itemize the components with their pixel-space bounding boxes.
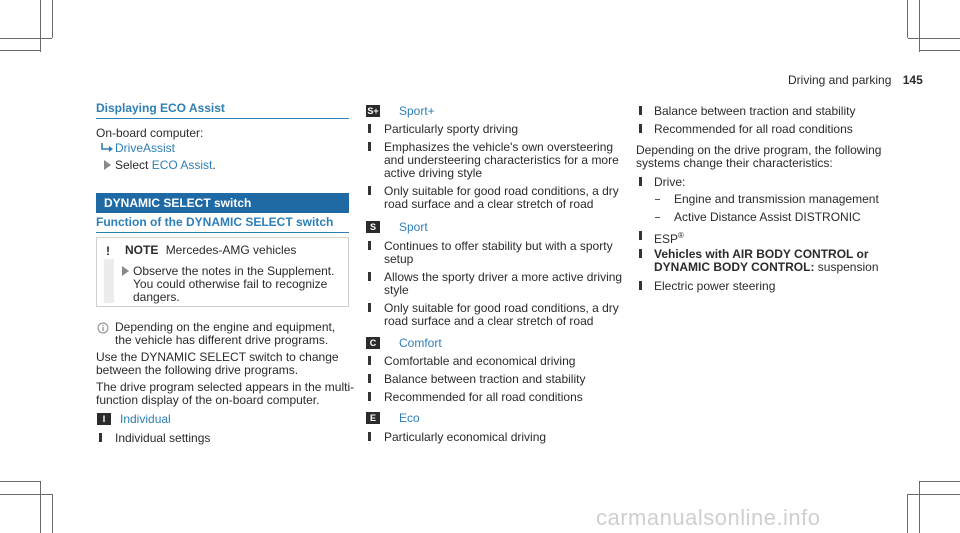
paragraph-line: Use the DYNAMIC SELECT switch to change bbox=[96, 350, 339, 364]
esp-text: ESP bbox=[654, 232, 679, 246]
sub-item: Active Distance Assist DISTRONIC bbox=[674, 210, 861, 224]
list-item-cont: road surface and a clear stretch of road bbox=[384, 314, 594, 328]
list-item: Recommended for all road conditions bbox=[654, 122, 853, 136]
note-line: You could otherwise fail to recognize bbox=[133, 277, 328, 291]
subheading: Function of the DYNAMIC SELECT switch bbox=[96, 215, 334, 229]
eco-assist-link[interactable]: ECO Assist bbox=[151, 158, 213, 172]
info-icon bbox=[97, 321, 109, 333]
crop-mark bbox=[908, 38, 960, 39]
bullet bbox=[99, 433, 102, 442]
heading-rule bbox=[96, 118, 349, 119]
bullet bbox=[639, 231, 642, 240]
paragraph-line: Depending on the drive program, the following bbox=[636, 143, 882, 157]
onboard-label: On-board computer: bbox=[96, 126, 204, 140]
crop-mark bbox=[0, 481, 40, 482]
path-arrow-icon bbox=[100, 141, 114, 153]
sport-mode-icon: S bbox=[366, 221, 380, 233]
crop-mark bbox=[920, 50, 960, 51]
bullet bbox=[639, 281, 642, 290]
bullet bbox=[639, 106, 642, 115]
individual-label: Individual bbox=[120, 412, 171, 426]
crop-mark bbox=[0, 494, 52, 495]
crop-mark bbox=[52, 0, 53, 38]
page-number: 145 bbox=[902, 73, 923, 87]
crop-mark bbox=[919, 481, 920, 533]
list-item-cont: active driving style bbox=[384, 166, 483, 180]
note-side-bar bbox=[104, 259, 114, 303]
crop-mark bbox=[907, 494, 908, 533]
list-item: Only suitable for good road conditions, a dry bbox=[384, 184, 619, 198]
crop-mark bbox=[40, 0, 41, 52]
paragraph-line: systems change their characteristics: bbox=[636, 156, 833, 170]
section-band: DYNAMIC SELECT switch bbox=[96, 193, 349, 213]
action-arrow-icon bbox=[122, 266, 129, 276]
section-heading: Displaying ECO Assist bbox=[96, 101, 225, 115]
watermark: carmanualsonline.info bbox=[596, 505, 821, 530]
bullet bbox=[368, 186, 371, 195]
crop-mark bbox=[0, 38, 52, 39]
info-line: Depending on the engine and equipment, bbox=[115, 320, 336, 334]
running-header bbox=[788, 73, 923, 87]
bullet bbox=[368, 432, 371, 441]
menu-path-driveassist[interactable]: DriveAssist bbox=[115, 141, 176, 155]
paragraph-line: between the following drive programs. bbox=[96, 363, 299, 377]
sub-dash bbox=[655, 217, 660, 218]
sport-plus-label: Sport+ bbox=[399, 104, 435, 118]
bullet bbox=[368, 241, 371, 250]
sport-label: Sport bbox=[399, 220, 428, 234]
list-item-cont: style bbox=[384, 283, 409, 297]
crop-mark bbox=[40, 481, 41, 533]
crop-mark bbox=[907, 0, 908, 38]
list-item: Only suitable for good road conditions, a dry bbox=[384, 301, 619, 315]
crop-mark bbox=[0, 50, 40, 51]
bullet bbox=[368, 303, 371, 312]
sport-plus-mode-icon: S+ bbox=[367, 106, 379, 116]
eco-label: Eco bbox=[399, 411, 420, 425]
bullet bbox=[368, 142, 371, 151]
list-item: Balance between traction and stability bbox=[384, 372, 586, 386]
crop-mark bbox=[919, 0, 920, 52]
subheading-rule bbox=[96, 232, 349, 233]
crop-mark bbox=[920, 481, 960, 482]
list-item: Balance between traction and stability bbox=[654, 104, 856, 118]
list-item-cont: and understeering characteristics for a more bbox=[384, 153, 619, 167]
note-line: dangers. bbox=[133, 290, 180, 304]
bullet bbox=[639, 249, 642, 258]
individual-mode-icon: I bbox=[97, 413, 111, 425]
list-item: Vehicles with AIR BODY CONTROL or bbox=[654, 247, 869, 261]
list-item: Continues to offer stability but with a sporty bbox=[384, 239, 613, 253]
sub-item: Engine and transmission management bbox=[674, 192, 879, 206]
bullet bbox=[639, 124, 642, 133]
list-item: Electric power steering bbox=[654, 279, 776, 293]
note-line: Observe the notes in the Supplement. bbox=[133, 264, 335, 278]
bullet bbox=[368, 272, 371, 281]
note-header bbox=[125, 243, 296, 257]
bullet bbox=[368, 124, 371, 133]
sub-dash bbox=[655, 199, 660, 200]
registered-mark: ® bbox=[678, 231, 684, 240]
comfort-mode-icon: C bbox=[366, 337, 380, 349]
list-item: Recommended for all road conditions bbox=[384, 390, 583, 404]
list-item-cont: DYNAMIC BODY CONTROL: suspension bbox=[654, 260, 879, 274]
comfort-label: Comfort bbox=[399, 336, 442, 350]
list-item: Particularly economical driving bbox=[384, 430, 547, 444]
note-label: NOTE bbox=[125, 243, 159, 257]
list-item: Comfortable and economical driving bbox=[384, 354, 576, 368]
bullet bbox=[368, 356, 371, 365]
paragraph-line: The drive program selected appears in the multi- bbox=[96, 380, 355, 394]
note-text: Mercedes-AMG vehicles bbox=[165, 243, 297, 257]
list-item: Drive: bbox=[654, 175, 686, 189]
info-line: the vehicle has different drive programs. bbox=[115, 333, 329, 347]
list-item: Emphasizes the vehicle's own oversteering bbox=[384, 140, 614, 154]
action-arrow-icon bbox=[104, 160, 111, 170]
eco-mode-icon: E bbox=[366, 412, 380, 424]
bullet bbox=[368, 392, 371, 401]
bullet bbox=[639, 177, 642, 186]
crop-mark bbox=[52, 494, 53, 533]
list-item: Particularly sporty driving bbox=[384, 122, 519, 136]
select-instruction: Select ECO Assist. bbox=[115, 158, 216, 172]
list-item: Individual settings bbox=[115, 431, 211, 445]
section-title: Driving and parking bbox=[788, 73, 892, 87]
exclamation-icon: ! bbox=[106, 244, 110, 258]
list-item: Allows the sporty driver a more active driving bbox=[384, 270, 623, 284]
list-item-cont: road surface and a clear stretch of road bbox=[384, 197, 594, 211]
list-item-cont: setup bbox=[384, 252, 414, 266]
paragraph-line: function display of the on-board computer. bbox=[96, 393, 320, 407]
crop-mark bbox=[908, 494, 960, 495]
bullet bbox=[368, 374, 371, 383]
list-item bbox=[654, 229, 684, 246]
